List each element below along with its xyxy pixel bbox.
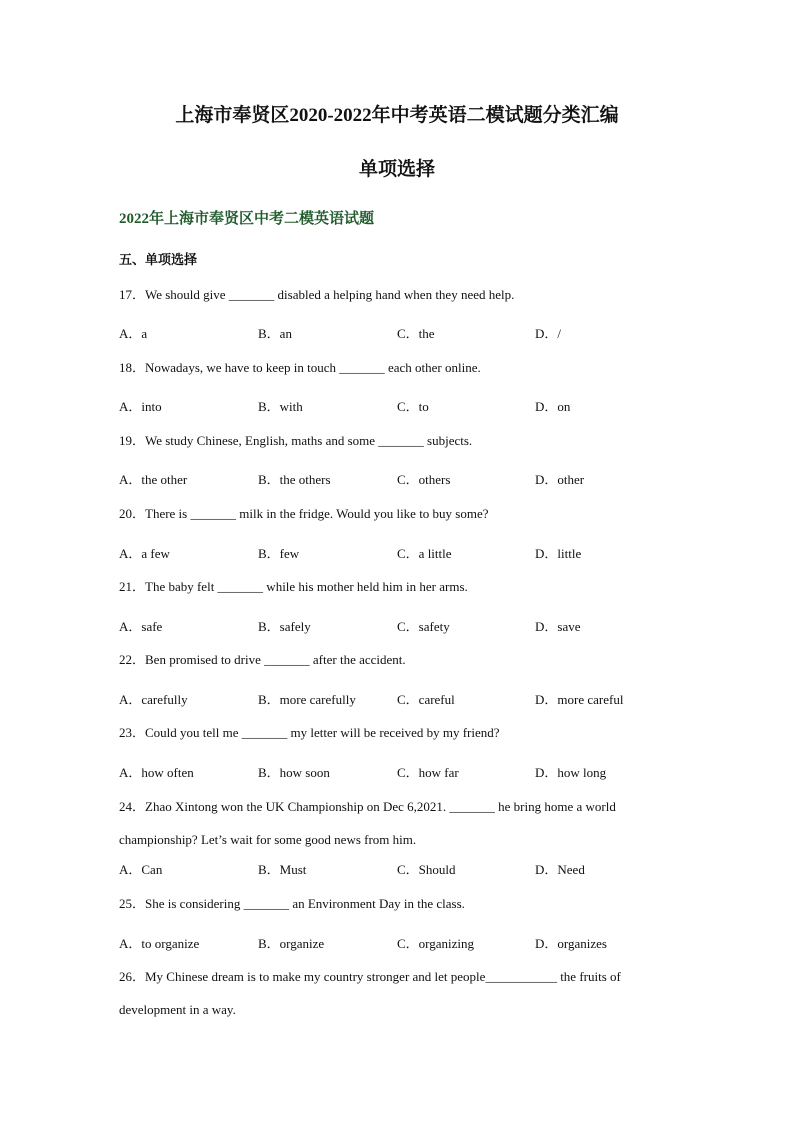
part-title: 五、单项选择 [119, 252, 198, 267]
option-c: C．how far [397, 765, 459, 780]
option-b: B．an [258, 326, 292, 341]
question-19: 19．We study Chinese, English, maths and some _______ subjects. [119, 433, 473, 448]
section-title: 2022年上海市奉贤区中考二模英语试题 [119, 211, 375, 227]
option-b: B．organize [258, 936, 325, 951]
option-c: C．the [397, 326, 435, 341]
option-b: B．safely [258, 619, 311, 634]
option-a: A．Can [119, 862, 163, 877]
option-c: C．Should [397, 862, 456, 877]
option-c: C．safety [397, 619, 450, 634]
options-21 [119, 616, 679, 636]
option-b: B．Must [258, 862, 307, 877]
options-17 [119, 323, 679, 343]
question-25: 25．She is considering _______ an Environment Day in the class. [119, 896, 465, 911]
question-20: 20．There is _______ milk in the fridge. Would you like to buy some? [119, 506, 489, 521]
options-18 [119, 396, 679, 416]
option-b: B．few [258, 546, 300, 561]
question-17: 17．We should give _______ disabled a helping hand when they need help. [119, 287, 515, 302]
options-22 [119, 689, 679, 709]
question-23: 23．Could you tell me _______ my letter will be received by my friend? [119, 725, 500, 740]
option-b: B．more carefully [258, 692, 356, 707]
option-a: A．a few [119, 546, 170, 561]
option-d: D．little [535, 546, 582, 561]
option-d: D．save [535, 619, 581, 634]
option-b: B．how soon [258, 765, 330, 780]
option-a: A．the other [119, 472, 188, 487]
option-d: D．/ [535, 326, 562, 341]
options-20 [119, 543, 679, 563]
question-21: 21．The baby felt _______ while his mother held him in her arms. [119, 579, 468, 594]
option-a: A．into [119, 399, 162, 414]
option-c: C．careful [397, 692, 455, 707]
option-d: D．organizes [535, 936, 607, 951]
option-b: B．with [258, 399, 303, 414]
option-c: C．a little [397, 546, 452, 561]
option-d: D．other [535, 472, 585, 487]
option-b: B．the others [258, 472, 331, 487]
option-a: A．a [119, 326, 148, 341]
options-25 [119, 933, 679, 953]
option-d: D．Need [535, 862, 585, 877]
question-22: 22．Ben promised to drive _______ after the accident. [119, 652, 406, 667]
option-a: A．to organize [119, 936, 200, 951]
option-a: A．safe [119, 619, 163, 634]
question-26: 26．My Chinese dream is to make my country stronger and let people___________ the fruits of development in a way. [119, 969, 621, 1017]
option-d: D．how long [535, 765, 607, 780]
option-c: C．others [397, 472, 451, 487]
options-23 [119, 762, 679, 782]
option-a: A．carefully [119, 692, 188, 707]
question-24: 24．Zhao Xintong won the UK Championship on Dec 6,2021. _______ he bring home a world championship? Let’s wait for some good news from him. [119, 799, 616, 847]
option-d: D．more careful [535, 692, 624, 707]
option-c: C．to [397, 399, 429, 414]
options-19 [119, 469, 679, 489]
question-18: 18．Nowadays, we have to keep in touch _______ each other online. [119, 360, 481, 375]
option-c: C．organizing [397, 936, 475, 951]
document-subtitle: 单项选择 [358, 159, 435, 180]
options-24 [119, 859, 679, 879]
document-title: 上海市奉贤区2020-2022年中考英语二模试题分类汇编 [175, 105, 619, 126]
option-a: A．how often [119, 765, 194, 780]
option-d: D．on [535, 399, 571, 414]
